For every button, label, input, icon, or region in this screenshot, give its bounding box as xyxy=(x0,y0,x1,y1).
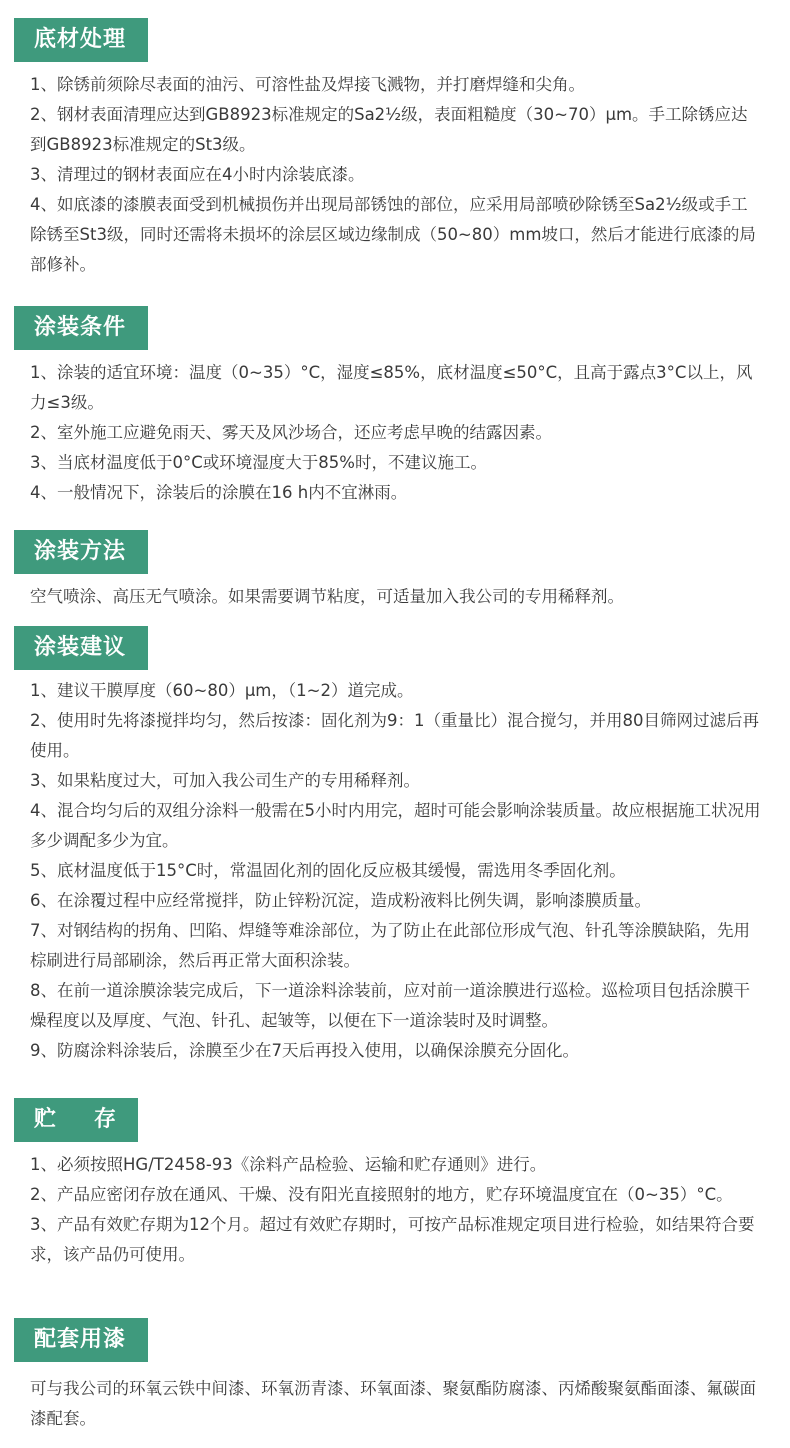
list-item: 3、如果粘度过大，可加入我公司生产的专用稀释剂。 xyxy=(30,771,420,790)
section-coating-conditions xyxy=(0,306,790,508)
list-item: 可与我公司的环氧云铁中间漆、环氧沥青漆、环氧面漆、聚氨酯防腐漆、丙烯酸聚氨酯面漆、氟碳面漆配套。 xyxy=(30,1379,756,1428)
list-item: 9、防腐涂料涂装后，涂膜至少在7天后再投入使用，以确保涂膜充分固化。 xyxy=(30,1041,579,1060)
section-header: 涂装方法 xyxy=(14,530,148,574)
list-item: 4、混合均匀后的双组分涂料一般需在5小时内用完，超时可能会影响涂装质量。故应根据施工状况用多少调配多少为宜。 xyxy=(30,801,761,850)
list-item: 2、室外施工应避免雨天、雾天及风沙场合，还应考虑早晚的结露因素。 xyxy=(30,423,552,442)
section-header xyxy=(14,1098,138,1142)
section-title-char: 贮 xyxy=(34,1107,57,1132)
section-coating-advice xyxy=(0,626,790,1066)
list-item: 2、使用时先将漆搅拌均匀，然后按漆：固化剂为9：1（重量比）混合搅匀，并用80目筛网过滤后再使用。 xyxy=(30,711,759,760)
list-item: 2、产品应密闭存放在通风、干燥、没有阳光直接照射的地方，贮存环境温度宜在（0~35）°C。 xyxy=(30,1185,733,1204)
list-item: 5、底材温度低于15°C时，常温固化剂的固化反应极其缓慢，需选用冬季固化剂。 xyxy=(30,861,626,880)
list-item: 7、对钢结构的拐角、凹陷、焊缝等难涂部位，为了防止在此部位形成气泡、针孔等涂膜缺陷，先用棕刷进行局部刷涂，然后再正常大面积涂装。 xyxy=(30,921,750,970)
section-header: 底材处理 xyxy=(14,18,148,62)
list-item: 1、除锈前须除尽表面的油污、可溶性盐及焊接飞溅物，并打磨焊缝和尖角。 xyxy=(30,75,585,94)
list-item: 1、建议干膜厚度（60~80）μm，（1~2）道完成。 xyxy=(30,681,414,700)
list-item: 4、如底漆的漆膜表面受到机械损伤并出现局部锈蚀的部位，应采用局部喷砂除锈至Sa2½级或手工除锈至St3级，同时还需将未损坏的涂层区域边缘制成（50~80）mm坡口，然后才能进行底漆的局部修补。 xyxy=(30,195,756,274)
section-header: 涂装建议 xyxy=(14,626,148,670)
list-item: 1、涂装的适宜环境：温度（0~35）°C，湿度≤85%，底材温度≤50°C，且高于露点3°C以上，风力≤3级。 xyxy=(30,363,753,412)
list-item: 3、清理过的钢材表面应在4小时内涂装底漆。 xyxy=(30,165,365,184)
section-matching-paints xyxy=(0,1318,790,1434)
section-title-char: 存 xyxy=(94,1107,117,1132)
list-item: 1、必须按照HG/T2458-93《涂料产品检验、运输和贮存通则》进行。 xyxy=(30,1155,547,1174)
list-item: 2、钢材表面清理应达到GB8923标准规定的Sa2½级，表面粗糙度（30~70）μm。手工除锈应达到GB8923标准规定的St3级。 xyxy=(30,105,748,154)
section-coating-method xyxy=(0,530,790,612)
list-item: 3、产品有效贮存期为12个月。超过有效贮存期时，可按产品标准规定项目进行检验，如结果符合要求，该产品仍可使用。 xyxy=(30,1215,755,1264)
list-item: 3、当底材温度低于0°C或环境湿度大于85%时，不建议施工。 xyxy=(30,453,487,472)
list-item: 8、在前一道涂膜涂装完成后，下一道涂料涂装前，应对前一道涂膜进行巡检。巡检项目包括涂膜干燥程度以及厚度、气泡、针孔、起皱等，以便在下一道涂装时及时调整。 xyxy=(30,981,750,1030)
list-item: 4、一般情况下，涂装后的涂膜在16 h内不宜淋雨。 xyxy=(30,483,408,502)
section-substrate-treatment xyxy=(0,18,790,280)
section-storage xyxy=(0,1098,790,1270)
list-item: 空气喷涂、高压无气喷涂。如果需要调节粘度，可适量加入我公司的专用稀释剂。 xyxy=(30,587,624,606)
list-item: 6、在涂覆过程中应经常搅拌，防止锌粉沉淀，造成粉液料比例失调，影响漆膜质量。 xyxy=(30,891,651,910)
section-header: 配套用漆 xyxy=(14,1318,148,1362)
section-header: 涂装条件 xyxy=(14,306,148,350)
